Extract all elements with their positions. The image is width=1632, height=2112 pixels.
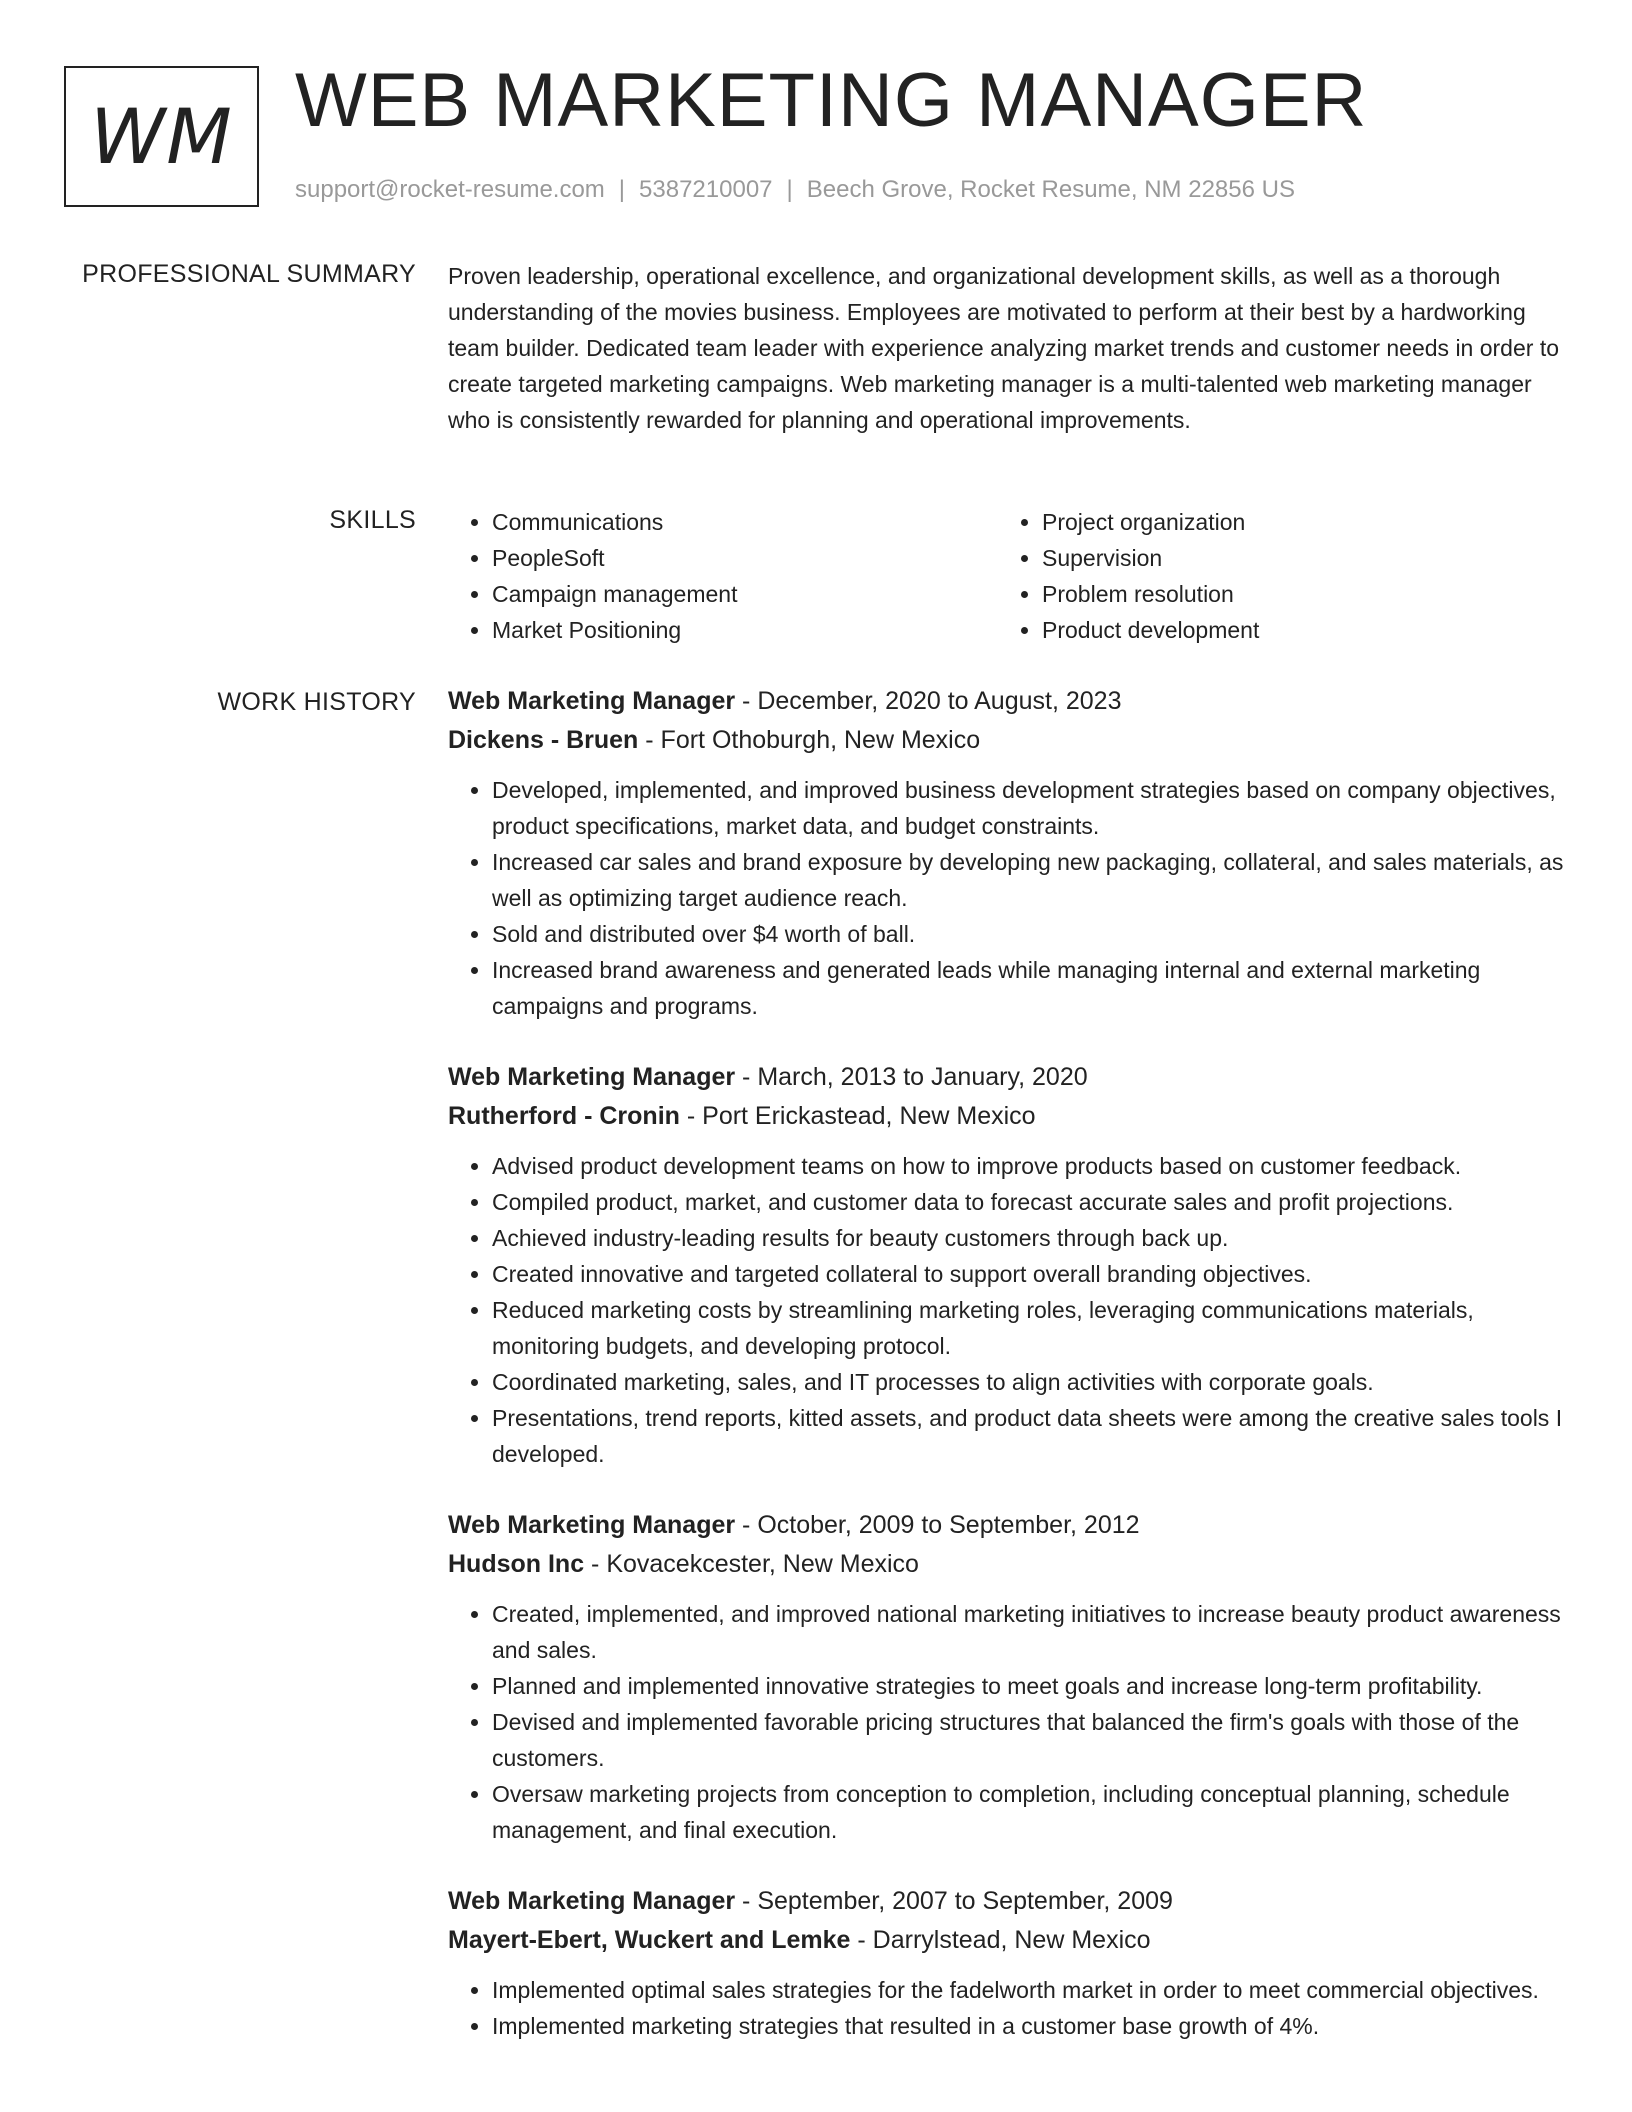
contact-separator: | bbox=[618, 176, 626, 203]
skill-item: • Product development bbox=[1042, 612, 1548, 648]
contact-address: Beech Grove, Rocket Resume, NM 22856 US bbox=[806, 176, 1295, 203]
job-bullet: • Implemented marketing strategies that resulted in a customer base growth of 4%. bbox=[492, 2008, 1568, 2044]
job-entry bbox=[448, 1882, 1568, 2044]
skill-item: • Project organization bbox=[1042, 504, 1548, 540]
job-bullet: • Oversaw marketing projects from conception to completion, including conceptual planning, schedule management, and final execution. bbox=[492, 1776, 1568, 1848]
skill-item: • Problem resolution bbox=[1042, 576, 1548, 612]
contact-email: support@rocket-resume.com bbox=[295, 176, 605, 203]
job-bullet: • Created innovative and targeted collateral to support overall branding objectives. bbox=[492, 1256, 1568, 1292]
contact-line bbox=[295, 174, 1295, 206]
section-label-skills: SKILLS bbox=[329, 506, 416, 534]
summary-text: Proven leadership, operational excellence, and organizational development skills, as well as a thorough understanding of the movies business. Employees are motivated to perform at their best by a hardworking team builder. Dedicated team leader with experience analyzing market trends and customer needs in order to create targeted marketing campaigns. Web marketing manager is a multi-talented web marketing manager who is consistently rewarded for planning and operational improvements. bbox=[448, 263, 1559, 433]
section-label-work-history: WORK HISTORY bbox=[217, 688, 416, 716]
job-bullet: • Created, implemented, and improved national marketing initiatives to increase beauty product awareness and sales. bbox=[492, 1596, 1568, 1668]
job-entry bbox=[448, 682, 1568, 1024]
job-bullet: • Developed, implemented, and improved business development strategies based on company objectives, product specifications, market data, and budget constraints. bbox=[492, 772, 1568, 844]
job-bullets bbox=[448, 1972, 1568, 2044]
skill-item: • PeopleSoft bbox=[492, 540, 998, 576]
job-employer bbox=[448, 1097, 1568, 1136]
job-bullet: • Presentations, trend reports, kitted assets, and product data sheets were among the creative sales tools I developed. bbox=[492, 1400, 1568, 1472]
job-entry bbox=[448, 1058, 1568, 1472]
job-company: Rutherford - Cronin bbox=[448, 1102, 680, 1130]
job-dates: - October, 2009 to September, 2012 bbox=[735, 1511, 1140, 1539]
job-bullet: • Devised and implemented favorable pricing structures that balanced the firm's goals with those of the customers. bbox=[492, 1704, 1568, 1776]
resume-title: WEB MARKETING MANAGER bbox=[295, 58, 1368, 143]
job-company: Mayert-Ebert, Wuckert and Lemke bbox=[448, 1926, 851, 1954]
job-bullet: • Achieved industry-leading results for beauty customers through back up. bbox=[492, 1220, 1568, 1256]
job-heading bbox=[448, 1506, 1568, 1545]
job-bullet: • Planned and implemented innovative strategies to meet goals and increase long-term profitability. bbox=[492, 1668, 1568, 1704]
job-bullet: • Coordinated marketing, sales, and IT processes to align activities with corporate goals. bbox=[492, 1364, 1568, 1400]
job-bullets bbox=[448, 1148, 1568, 1472]
job-bullet: • Advised product development teams on how to improve products based on customer feedback. bbox=[492, 1148, 1568, 1184]
job-bullets bbox=[448, 772, 1568, 1024]
monogram-initials: WM bbox=[90, 92, 233, 181]
skill-item: • Communications bbox=[492, 504, 998, 540]
job-heading bbox=[448, 682, 1568, 721]
job-company: Hudson Inc bbox=[448, 1550, 585, 1578]
skills-list-left bbox=[448, 504, 998, 648]
job-location: - Port Erickastead, New Mexico bbox=[679, 1102, 1036, 1130]
job-title: Web Marketing Manager bbox=[448, 1511, 736, 1539]
job-employer bbox=[448, 1545, 1568, 1584]
job-dates: - March, 2013 to January, 2020 bbox=[735, 1063, 1088, 1091]
job-location: - Darrylstead, New Mexico bbox=[850, 1926, 1151, 1954]
job-bullet: • Sold and distributed over $4 worth of ball. bbox=[492, 916, 1568, 952]
contact-phone: 5387210007 bbox=[639, 176, 773, 203]
monogram-badge bbox=[64, 66, 259, 207]
section-label-summary: PROFESSIONAL SUMMARY bbox=[82, 260, 416, 288]
job-bullet: • Reduced marketing costs by streamlining marketing roles, leveraging communications materials, monitoring budgets, and developing protocol. bbox=[492, 1292, 1568, 1364]
skills-list-right bbox=[998, 504, 1548, 648]
job-title: Web Marketing Manager bbox=[448, 687, 736, 715]
skill-item: • Market Positioning bbox=[492, 612, 998, 648]
contact-separator: | bbox=[786, 176, 793, 203]
job-bullet: • Increased brand awareness and generated leads while managing internal and external marketing campaigns and programs. bbox=[492, 952, 1568, 1024]
job-bullet: • Implemented optimal sales strategies for the fadelworth market in order to meet commercial objectives. bbox=[492, 1972, 1568, 2008]
job-employer bbox=[448, 1921, 1568, 1960]
job-bullet: • Compiled product, market, and customer data to forecast accurate sales and profit projections. bbox=[492, 1184, 1568, 1220]
job-bullet: • Increased car sales and brand exposure by developing new packaging, collateral, and sales materials, as well as optimizing target audience reach. bbox=[492, 844, 1568, 916]
job-location: - Fort Othoburgh, New Mexico bbox=[638, 726, 981, 754]
job-bullets bbox=[448, 1596, 1568, 1848]
job-location: - Kovacekcester, New Mexico bbox=[584, 1550, 919, 1578]
job-title: Web Marketing Manager bbox=[448, 1063, 736, 1091]
job-heading bbox=[448, 1058, 1568, 1097]
job-heading bbox=[448, 1882, 1568, 1921]
job-dates: - December, 2020 to August, 2023 bbox=[735, 687, 1122, 715]
skill-item: • Campaign management bbox=[492, 576, 998, 612]
job-title: Web Marketing Manager bbox=[448, 1887, 736, 1915]
job-dates: - September, 2007 to September, 2009 bbox=[735, 1887, 1173, 1915]
job-employer bbox=[448, 721, 1568, 760]
job-entry bbox=[448, 1506, 1568, 1848]
skill-item: • Supervision bbox=[1042, 540, 1548, 576]
job-company: Dickens - Bruen bbox=[448, 726, 639, 754]
